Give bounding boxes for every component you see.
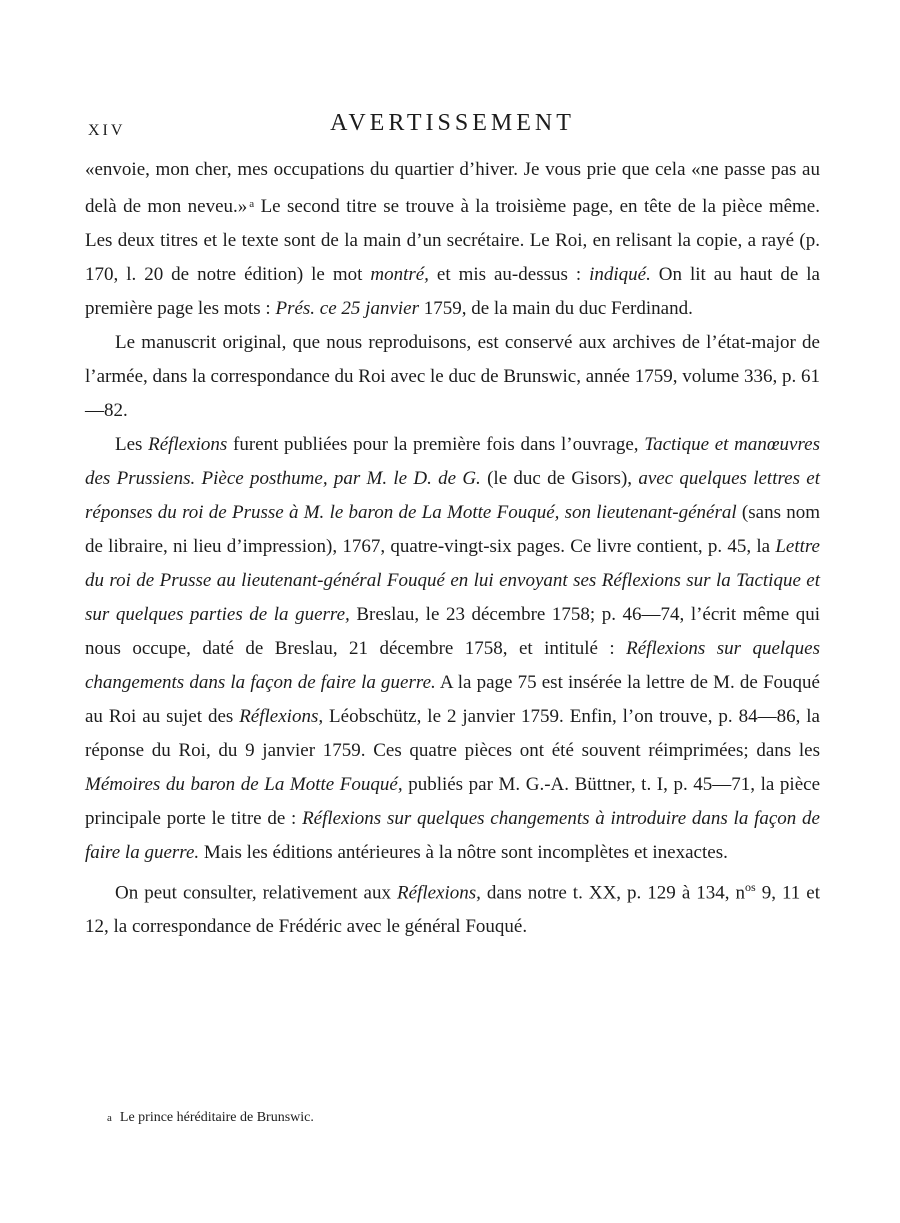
p3-text-o: publiés par M. G.-A. Büttner, t. I, p. 45—71, la pièce principale porte le titre de : bbox=[85, 774, 821, 829]
p3-text-e: (le duc de Gisors), bbox=[480, 468, 639, 489]
p3-italic-d: Tactique et manœuvres des Prussiens. Pièce posthume, par M. le D. de G. bbox=[85, 434, 820, 489]
p1-text-d: et mis au-dessus : bbox=[428, 264, 590, 285]
p3-italic-n: Mémoires du baron de La Motte Fouqué, bbox=[85, 774, 403, 795]
p3-italic-b: Réflexions bbox=[148, 434, 228, 455]
footnote bbox=[107, 1110, 314, 1126]
p3-text-g: (sans nom de libraire, ni lieu d’impression), 1767, quatre-vingt-six pages. Ce livre contient, p. 45, la bbox=[85, 502, 821, 557]
paragraph-1 bbox=[85, 153, 820, 326]
p3-text-i: Breslau, le 23 décembre 1758; p. 46—74, l’écrit même qui nous occupe, daté de Breslau, 21 décembre 1758, et intitulé : bbox=[85, 604, 820, 659]
paragraph-3 bbox=[85, 428, 820, 870]
p1-text-a: «envoie, mon cher, mes occupations du quartier d’hiver. Je vous prie que cela «ne passe pas au delà de mon neveu.» bbox=[85, 159, 820, 217]
footnote-reference: a bbox=[249, 198, 255, 210]
p1-italic-c: montré, bbox=[370, 264, 429, 285]
paragraph-2: Le manuscrit original, que nous reproduisons, est conservé aux archives de l’état-major de l’armée, dans la correspondance du Roi avec le duc de Brunswic, année 1759, volume 336, p. 61—82. bbox=[85, 332, 820, 421]
p3-text-c: furent publiées pour la première fois dans l’ouvrage, bbox=[227, 434, 645, 455]
p3-text-a: Les bbox=[115, 434, 149, 455]
p3-italic-j: Réflexions sur quelques changements dans la façon de faire la guerre. bbox=[85, 638, 820, 693]
p4-text-a: On peut consulter, relativement aux bbox=[115, 882, 398, 904]
p3-text-q: Mais les éditions antérieures à la nôtre sont incomplètes et inexactes. bbox=[199, 842, 728, 863]
p1-text-h: 1759, de la main du duc Ferdinand. bbox=[418, 298, 693, 319]
footnote-marker: a bbox=[107, 1112, 112, 1124]
footnote-text: Le prince héréditaire de Brunswic. bbox=[119, 1110, 314, 1125]
main-text bbox=[85, 153, 820, 944]
p4-superscript-d: os bbox=[745, 880, 756, 894]
p1-italic-e: indiqué. bbox=[589, 264, 651, 285]
p3-text-m: Léobschütz, le 2 janvier 1759. Enfin, l’on trouve, p. 84—86, la réponse du Roi, du 9 janvier 1759. Ces quatre pièces ont été souvent réimprimées; dans les bbox=[85, 706, 820, 761]
p3-text-k: A la page 75 est insérée la lettre de M. de Fouqué au Roi au sujet des bbox=[85, 672, 820, 727]
running-header bbox=[85, 108, 820, 148]
p4-text-e: 9, 11 et 12, la correspondance de Frédéric avec le général Fouqué. bbox=[85, 882, 820, 938]
page-number: XIV bbox=[88, 122, 126, 139]
p1-text-b: Le second titre se trouve à la troisième page, en tête de la pièce même. Les deux titres et le texte sont de la main d’un secrétaire. Le Roi, en relisant la copie, a rayé (p. 170, l. 20 de notre édition) le mot bbox=[85, 196, 820, 285]
p4-text-c: dans notre t. XX, p. 129 à 134, n bbox=[480, 882, 746, 904]
p1-text-f: On lit au haut de la première page les mots : bbox=[85, 264, 820, 319]
p3-italic-p: Réflexions sur quelques changements à introduire dans la façon de faire la guerre. bbox=[85, 808, 820, 863]
p4-italic-b: Réflexions, bbox=[397, 882, 481, 904]
p3-italic-l: Réflexions, bbox=[239, 706, 324, 727]
p3-italic-h: Lettre du roi de Prusse au lieutenant-général Fouqué en lui envoyant ses Réflexions sur la Tactique et sur quelques parties de la guerre, bbox=[85, 536, 820, 625]
paragraph-4 bbox=[85, 870, 820, 944]
page-title: AVERTISSEMENT bbox=[330, 110, 575, 136]
p1-italic-g: Prés. ce 25 janvier bbox=[275, 298, 419, 319]
p3-italic-f: avec quelques lettres et réponses du roi de Prusse à M. le baron de La Motte Fouqué, son lieutenant-général bbox=[85, 468, 820, 523]
